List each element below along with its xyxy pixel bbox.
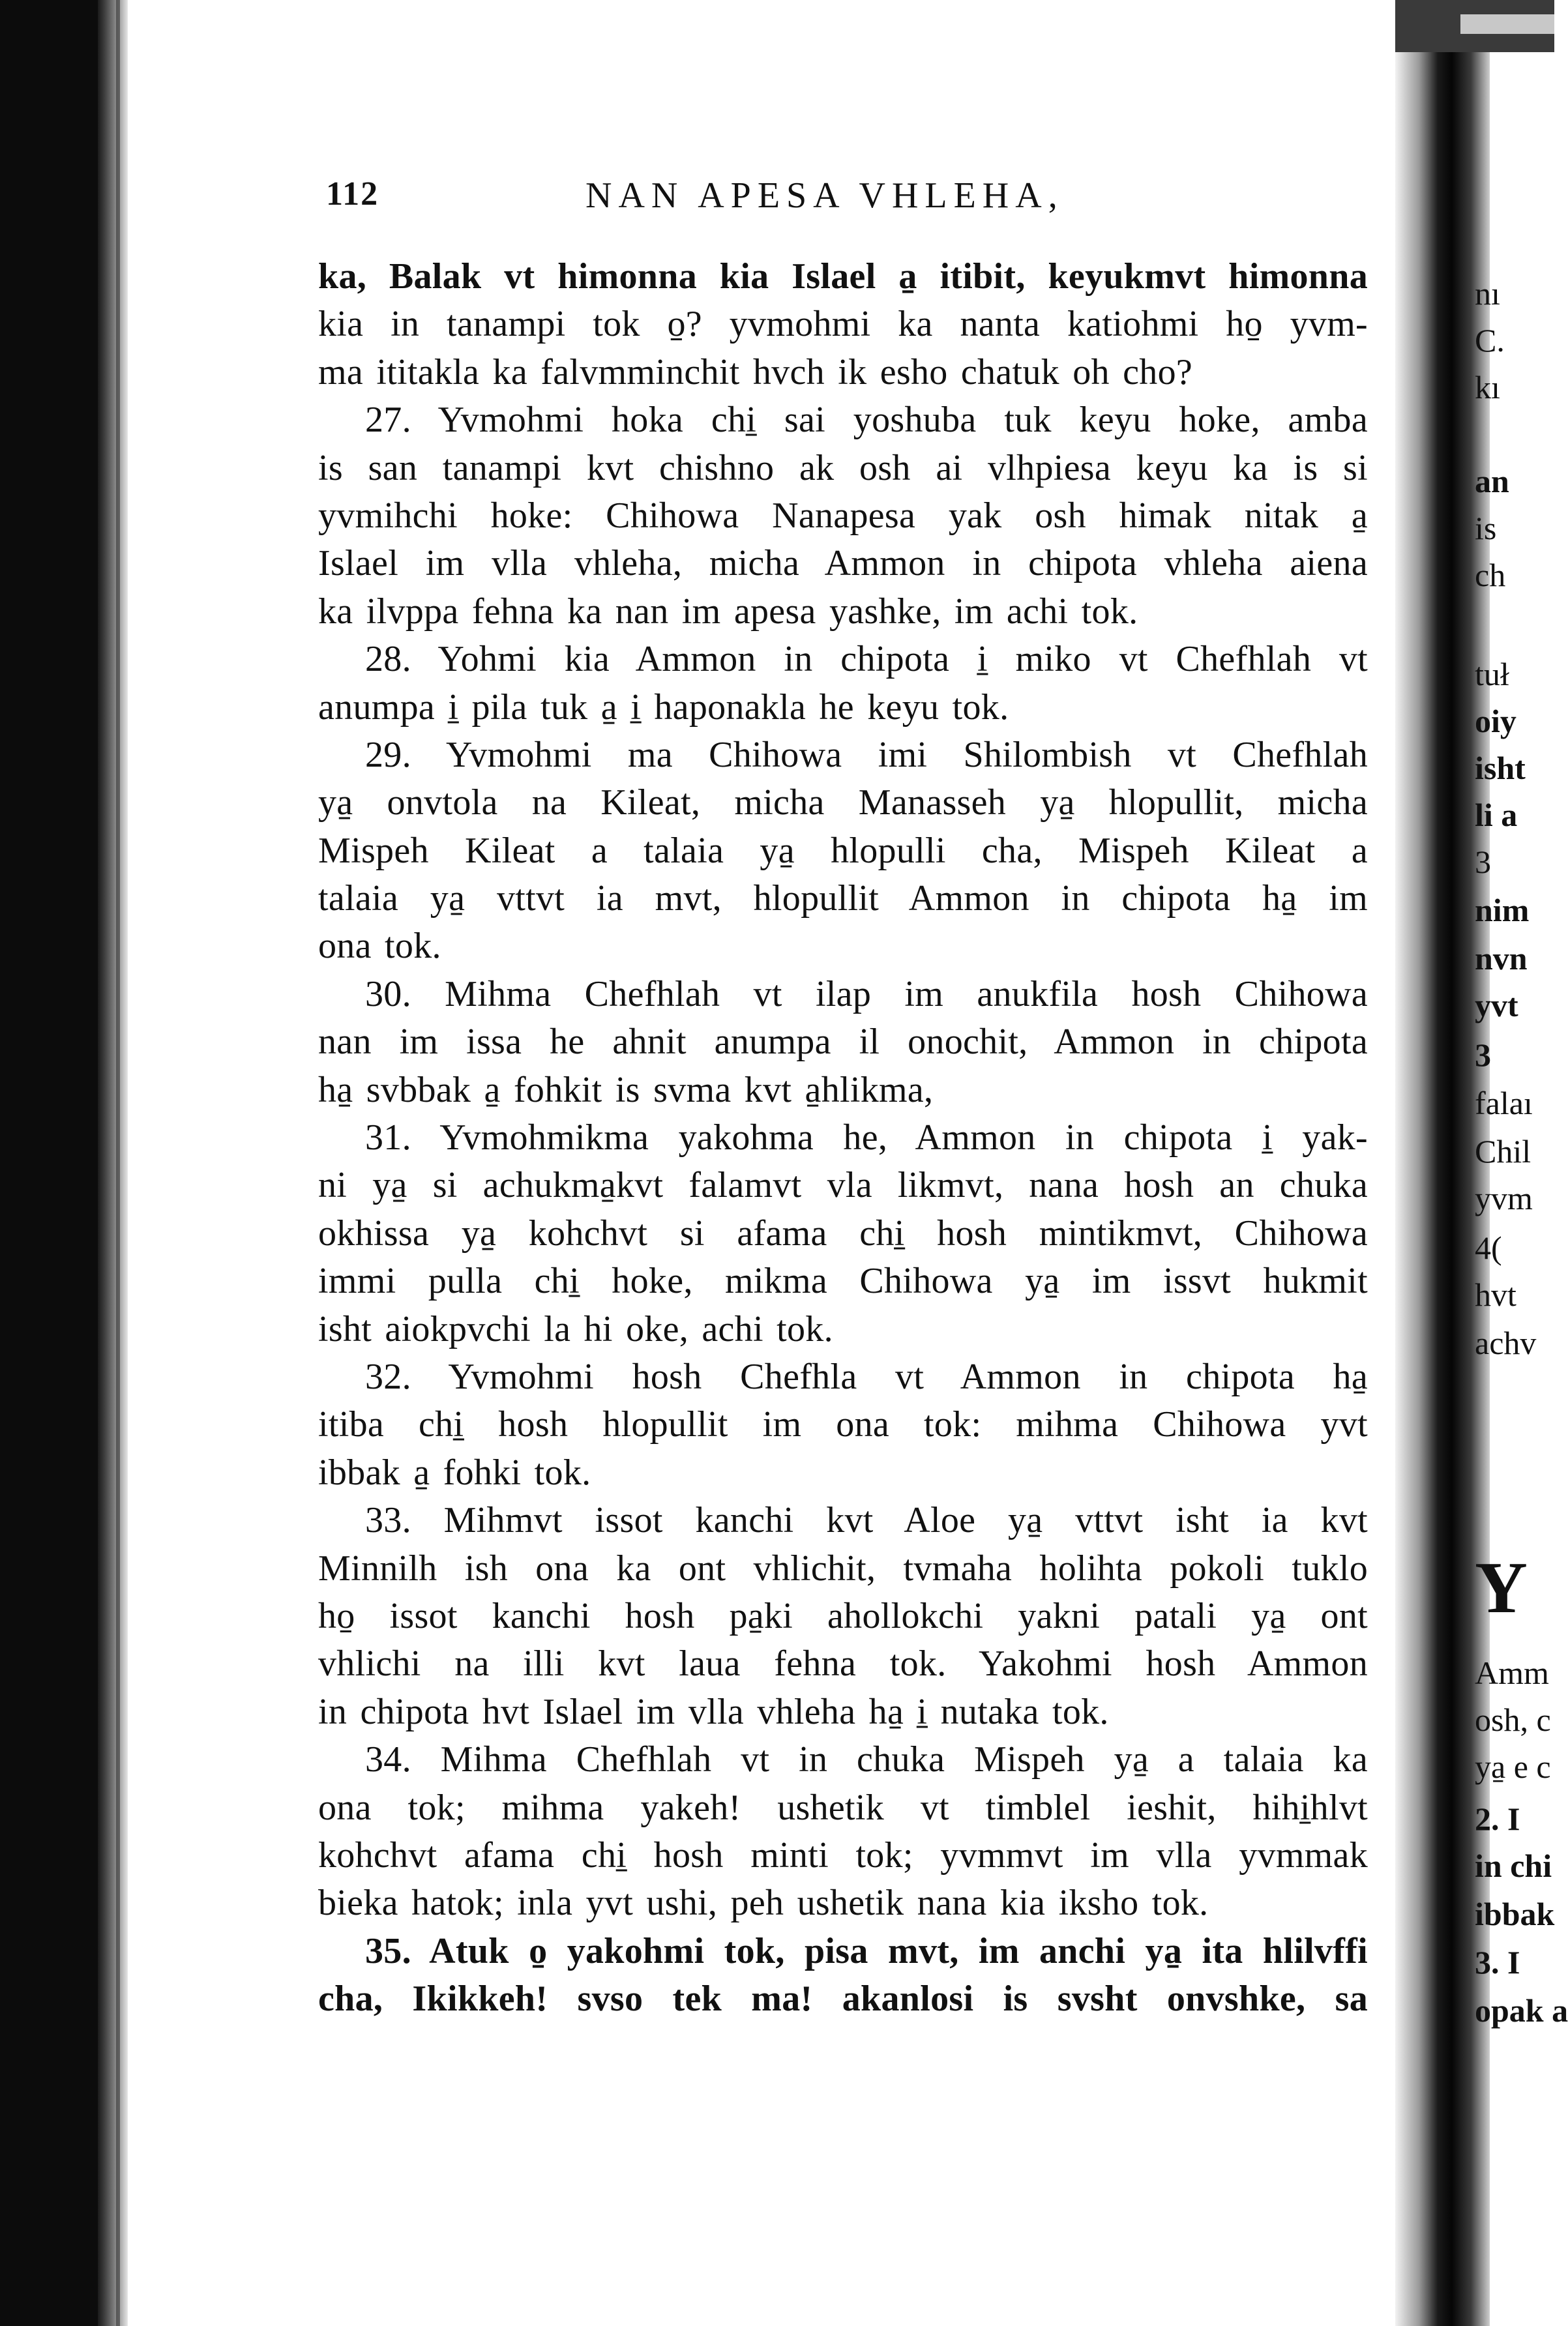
facing-page-text: opak a <box>1475 1992 1568 2029</box>
facing-page-text: osh, c <box>1475 1701 1551 1738</box>
facing-page-text: in chi <box>1475 1848 1552 1884</box>
facing-page-text: nı <box>1475 275 1500 312</box>
page-edge-line <box>116 0 120 2326</box>
text-line-content: 32. Yvmohmi hosh Chefhla vt Ammon in chipota ha̱ <box>365 1356 1368 1397</box>
text-line-content: ya̱ onvtola na Kileat, micha Manasseh ya̱ hlopullit, micha <box>318 782 1368 823</box>
scanner-border-left <box>0 0 98 2326</box>
page-edge-shadow <box>98 0 128 2326</box>
running-head <box>326 175 1356 227</box>
running-title: NAN APESA VHLEHA, <box>585 175 1064 216</box>
page-number: 112 <box>326 175 379 213</box>
text-line <box>318 1018 1368 1066</box>
text-line-content: is san tanampi kvt chishno ak osh ai vlhpiesa keyu ka is si <box>318 447 1368 488</box>
facing-page-text: li a <box>1475 797 1518 833</box>
text-line-content: immi pulla chi̱ hoke, mikma Chihowa ya̱ im issvt hukmit <box>318 1261 1368 1302</box>
text-line <box>318 1593 1368 1640</box>
facing-page-text: yvt <box>1475 987 1518 1023</box>
text-line-content: ni ya̱ si achukma̱kvt falamvt vla likmvt, nana hosh an chuka <box>318 1165 1368 1206</box>
text-line <box>318 636 1368 683</box>
text-line <box>318 1114 1368 1162</box>
facing-page-text: C. <box>1475 322 1505 359</box>
text-line-content: vhlichi na illi kvt laua fehna tok. Yakohmi hosh Ammon <box>318 1643 1368 1685</box>
facing-page-text: Amm <box>1475 1655 1549 1691</box>
text-line <box>318 1162 1368 1209</box>
body-text <box>318 253 1368 2023</box>
text-line-content: ka ilvppa fehna ka nan im apesa yashke, im achi tok. <box>318 591 1138 632</box>
text-line-content: 31. Yvmohmikma yakohma he, Ammon in chipota i̱ yak- <box>365 1117 1368 1158</box>
text-line <box>318 1449 1368 1497</box>
text-line-content: 30. Mihma Chefhlah vt ilap im anukfila hosh Chihowa <box>365 973 1368 1014</box>
text-line <box>318 1975 1368 2023</box>
text-line <box>318 349 1368 396</box>
text-line <box>318 1258 1368 1305</box>
text-line <box>318 1497 1368 1544</box>
text-line-content: 33. Mihmvt issot kanchi kvt Aloe ya̱ vttvt isht ia kvt <box>365 1500 1368 1541</box>
text-line <box>318 588 1368 636</box>
facing-page-text: Chil <box>1475 1133 1531 1170</box>
facing-page-text: ya̱ e c <box>1475 1748 1551 1785</box>
facing-page-text: Y <box>1475 1548 1528 1628</box>
facing-page-text: 3 <box>1475 844 1491 880</box>
text-line <box>318 684 1368 731</box>
text-line <box>318 875 1368 922</box>
text-line <box>318 301 1368 348</box>
text-line-content: Mispeh Kileat a talaia ya̱ hlopulli cha, Mispeh Kileat a <box>318 830 1368 871</box>
facing-page-text: ch <box>1475 557 1506 593</box>
facing-page-text: 4( <box>1475 1229 1502 1266</box>
facing-page-text: nim <box>1475 892 1530 928</box>
text-line-content: isht aiokpvchi la hi oke, achi tok. <box>318 1308 833 1349</box>
text-line <box>318 253 1368 301</box>
text-line <box>318 1401 1368 1449</box>
text-line <box>318 1306 1368 1353</box>
facing-page-fragment <box>1475 0 1568 2326</box>
text-line <box>318 1784 1368 1832</box>
text-line-content: okhissa ya̱ kohchvt si afama chi̱ hosh mintikmvt, Chihowa <box>318 1213 1368 1254</box>
text-line-content: cha, Ikikkeh! svso tek ma! akanlosi is svsht onvshke, sa <box>318 1979 1368 2020</box>
text-line <box>318 1640 1368 1688</box>
text-line <box>318 1067 1368 1114</box>
facing-page-text: hvt <box>1475 1276 1516 1313</box>
text-line-content: ma ititakla ka falvmminchit hvch ik esho chatuk oh cho? <box>318 351 1193 392</box>
text-line-content: kohchvt afama chi̱ hosh minti tok; yvmmvt im vlla yvmmak <box>318 1834 1368 1876</box>
text-line-content: itiba chi̱ hosh hlopullit im ona tok: mihma Chihowa yvt <box>318 1404 1368 1445</box>
text-line <box>318 540 1368 587</box>
facing-page-text: falaı <box>1475 1085 1533 1121</box>
text-line-content: bieka hatok; inla yvt ushi, peh ushetik nana kia iksho tok. <box>318 1883 1209 1924</box>
text-line <box>318 1832 1368 1879</box>
text-line-content: ho̱ issot kanchi hosh pa̱ki ahollokchi yakni patali ya̱ ont <box>318 1595 1368 1636</box>
text-line-content: 35. Atuk o̱ yakohmi tok, pisa mvt, im anchi ya̱ ita hlilvffi <box>365 1930 1368 1971</box>
facing-page-text: yvm <box>1475 1180 1533 1216</box>
facing-page-text: 3 <box>1475 1037 1491 1073</box>
text-line-content: Minnilh ish ona ka ont vhlichit, tvmaha holihta pokoli tuklo <box>318 1548 1368 1589</box>
text-line-content: 29. Yvmohmi ma Chihowa imi Shilombish vt Chefhlah <box>365 734 1368 775</box>
facing-page-text: is <box>1475 510 1497 546</box>
text-line-content: anumpa i̱ pila tuk a̱ i̱ haponakla he keyu tok. <box>318 686 1009 728</box>
facing-page-text: achv <box>1475 1325 1537 1361</box>
text-line <box>318 1545 1368 1593</box>
facing-page-text: nvn <box>1475 940 1528 977</box>
text-line <box>318 445 1368 492</box>
text-line-content: ha̱ svbbak a̱ fohkit is svma kvt a̱hlikma, <box>318 1069 934 1110</box>
text-line-content: talaia ya̱ vttvt ia mvt, hlopullit Ammon in chipota ha̱ im <box>318 878 1368 919</box>
text-line-content: ka, Balak vt himonna kia Islael a̱ itibit, keyukmvt himonna <box>318 256 1368 297</box>
text-line-content: ona tok; mihma yakeh! ushetik vt timblel ieshit, hihi̱hlvt <box>318 1787 1368 1828</box>
text-line <box>318 1736 1368 1784</box>
facing-page-text: ibbak <box>1475 1896 1555 1932</box>
text-line <box>318 1928 1368 1975</box>
text-line-content: 27. Yvmohmi hoka chi̱ sai yoshuba tuk keyu hoke, amba <box>365 400 1368 441</box>
text-line <box>318 396 1368 444</box>
text-line-content: ibbak a̱ fohki tok. <box>318 1452 591 1493</box>
text-line <box>318 731 1368 779</box>
facing-page-text: oiy <box>1475 703 1516 739</box>
text-line <box>318 1688 1368 1736</box>
facing-page-text: an <box>1475 463 1509 499</box>
text-line <box>318 1879 1368 1927</box>
text-line <box>318 827 1368 875</box>
text-line-content: 28. Yohmi kia Ammon in chipota i̱ miko vt Chefhlah vt <box>365 639 1368 680</box>
facing-page-text: isht <box>1475 750 1526 786</box>
text-line <box>318 492 1368 540</box>
text-line-content: kia in tanampi tok o̱? yvmohmi ka nanta katiohmi ho̱ yvm- <box>318 304 1368 345</box>
text-line <box>318 779 1368 827</box>
text-line <box>318 1353 1368 1401</box>
text-line-content: 34. Mihma Chefhlah vt in chuka Mispeh ya̱ a talaia ka <box>365 1739 1368 1780</box>
facing-page-text: kı <box>1475 369 1500 405</box>
text-line <box>318 971 1368 1018</box>
text-line-content: yvmihchi hoke: Chihowa Nanapesa yak osh himak nitak a̱ <box>318 495 1368 536</box>
text-line-content: ona tok. <box>318 926 441 967</box>
text-line-content: Islael im vlla vhleha, micha Ammon in chipota vhleha aiena <box>318 543 1368 584</box>
facing-page-text: tuł <box>1475 656 1509 692</box>
text-line-content: nan im issa he ahnit anumpa il onochit, Ammon in chipota <box>318 1022 1368 1063</box>
facing-page-text: 3. I <box>1475 1944 1520 1980</box>
text-line-content: in chipota hvt Islael im vlla vhleha ha̱ i̱ nutaka tok. <box>318 1691 1109 1732</box>
facing-page-text: 2. I <box>1475 1801 1520 1837</box>
text-line <box>318 922 1368 970</box>
text-line <box>318 1210 1368 1258</box>
